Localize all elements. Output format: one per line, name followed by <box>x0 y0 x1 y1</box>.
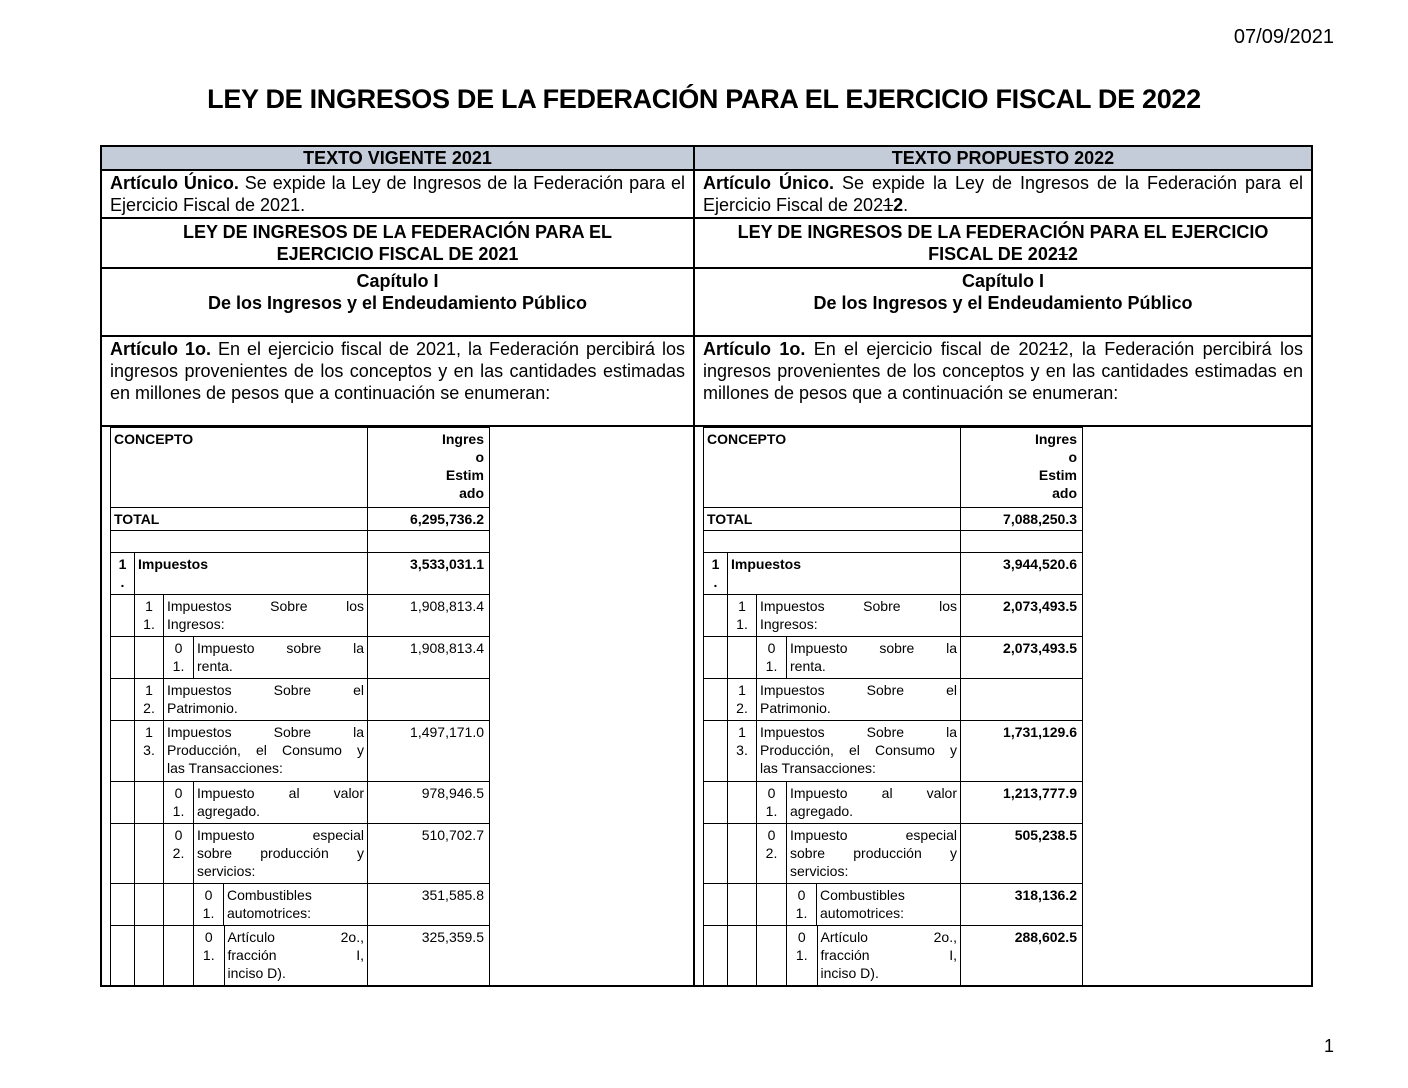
concepto-header: CONCEPTO <box>704 428 961 508</box>
ingreso-estimado-header: Ingres o Estim ado <box>368 428 490 508</box>
sobre-ingresos-label: Impuestos Sobre los Ingresos: <box>164 595 368 637</box>
art2-value: 288,602.5 <box>961 926 1083 987</box>
document-title: LEY DE INGRESOS DE LA FEDERACIÓN PARA EL EJERCICIO FISCAL DE 2022 <box>207 84 1201 114</box>
page-number: 1 <box>1323 1036 1334 1056</box>
sobre-ingresos-value: 2,073,493.5 <box>961 595 1083 637</box>
impuestos-label: Impuestos <box>135 553 368 595</box>
ieps-label: Impuesto especial sobre producción y servicios: <box>787 824 961 884</box>
patrimonio-label: Impuestos Sobre el Patrimonio. <box>757 679 961 721</box>
isr-value: 2,073,493.5 <box>961 637 1083 679</box>
capitulo-title: De los Ingresos y el Endeudamiento Público <box>207 293 588 313</box>
impuestos-value: 3,944,520.6 <box>961 553 1083 595</box>
articulo-1-text: En el ejercicio fiscal de 2021, la Federación percibirá los ingresos provenientes de los conceptos y en las cantidades estimadas en millones de pesos que a continuación se enumeran: <box>110 339 685 403</box>
ingreso-estimado-header: Ingres o Estim ado <box>961 428 1083 508</box>
row-number: 0 2. <box>164 824 194 884</box>
ieps-value: 505,238.5 <box>961 824 1083 884</box>
row-number: 0 1. <box>194 884 224 926</box>
isr-label: Impuesto sobre la renta. <box>787 637 961 679</box>
patrimonio-value <box>961 679 1083 721</box>
header-texto-propuesto: TEXTO PROPUESTO 2022 <box>694 146 1312 170</box>
articulo-unico-text: Se expide la Ley de Ingresos de la Federación para el Ejercicio Fiscal de 202 <box>703 173 1303 215</box>
art2-label: Artículo 2o., fracción I, inciso D). <box>227 929 364 981</box>
deleted-text: 1 <box>1057 244 1068 264</box>
blank-row <box>704 531 961 553</box>
articulo-unico-propuesto <box>694 170 1312 218</box>
impuestos-value: 3,533,031.1 <box>368 553 490 595</box>
row-number: 1 2. <box>728 679 757 721</box>
ingresos-table-2021 <box>110 427 490 987</box>
art2-value: 325,359.5 <box>368 926 490 987</box>
patrimonio-value <box>368 679 490 721</box>
row-number: 0 2. <box>757 824 787 884</box>
produccion-value: 1,731,129.6 <box>961 721 1083 782</box>
row-number: 0 1. <box>194 926 224 986</box>
art2-label: Artículo 2o., fracción I, inciso D). <box>820 929 957 981</box>
period: . <box>903 195 909 215</box>
combustibles-value: 351,585.8 <box>368 884 490 926</box>
row-number: 1 3. <box>728 721 757 782</box>
sobre-ingresos-value: 1,908,813.4 <box>368 595 490 637</box>
deleted-text: 1 <box>1048 339 1059 359</box>
added-text: 2 <box>1058 339 1069 359</box>
document-date: 07/09/2021 <box>1233 26 1334 48</box>
capitulo-propuesto <box>694 268 1312 336</box>
ley-title-text: LEY DE INGRESOS DE LA FEDERACIÓN PARA EL EJERCICIO FISCAL DE 202 <box>737 222 1269 264</box>
comparison-table <box>100 145 1313 987</box>
capitulo-number: Capítulo I <box>962 271 1044 291</box>
capitulo-vigente <box>101 268 694 336</box>
articulo-1-label: Artículo 1o. <box>703 339 806 359</box>
total-label: TOTAL <box>704 508 961 531</box>
row-number: 0 1. <box>787 884 817 926</box>
combustibles-label: Combustibles automotrices: <box>224 884 368 926</box>
articulo-unico-label: Artículo Único. <box>110 173 239 193</box>
row-number: 1 1. <box>135 595 164 637</box>
impuestos-label: Impuestos <box>728 553 961 595</box>
deleted-text: 1 <box>883 195 894 215</box>
row-number: 0 1. <box>757 782 787 824</box>
blank-row <box>111 531 368 553</box>
added-text: 2 <box>1067 244 1078 264</box>
capitulo-title: De los Ingresos y el Endeudamiento Público <box>813 293 1193 313</box>
combustibles-label: Combustibles automotrices: <box>817 884 961 926</box>
row-number: 1 2. <box>135 679 164 721</box>
header-texto-vigente: TEXTO VIGENTE 2021 <box>101 146 694 170</box>
iva-label: Impuesto al valor agregado. <box>194 782 368 824</box>
articulo-1-propuesto <box>694 336 1312 426</box>
produccion-label: Impuestos Sobre la Producción, el Consumo y las Transacciones: <box>757 721 961 782</box>
row-number: 1 . <box>111 553 135 595</box>
produccion-value: 1,497,171.0 <box>368 721 490 782</box>
sobre-ingresos-label: Impuestos Sobre los Ingresos: <box>757 595 961 637</box>
total-value: 6,295,736.2 <box>368 508 490 531</box>
total-label: TOTAL <box>111 508 368 531</box>
row-number: 0 1. <box>757 637 787 679</box>
ingresos-table-cell-propuesto <box>694 426 1312 986</box>
articulo-unico-label: Artículo Único. <box>703 173 834 193</box>
ley-title-text: LEY DE INGRESOS DE LA FEDERACIÓN PARA EL EJERCICIO FISCAL DE 2021 <box>182 222 613 264</box>
isr-value: 1,908,813.4 <box>368 637 490 679</box>
ley-title-propuesto <box>694 218 1312 268</box>
articulo-1-label: Artículo 1o. <box>110 339 211 359</box>
produccion-label: Impuestos Sobre la Producción, el Consumo y las Transacciones: <box>164 721 368 782</box>
capitulo-number: Capítulo I <box>356 271 439 291</box>
iva-value: 1,213,777.9 <box>961 782 1083 824</box>
isr-label: Impuesto sobre la renta. <box>194 637 368 679</box>
articulo-unico-vigente <box>101 170 694 218</box>
iva-value: 978,946.5 <box>368 782 490 824</box>
combustibles-value: 318,136.2 <box>961 884 1083 926</box>
patrimonio-label: Impuestos Sobre el Patrimonio. <box>164 679 368 721</box>
ieps-label: Impuesto especial sobre producción y servicios: <box>194 824 368 884</box>
row-number: 1 . <box>704 553 728 595</box>
ley-title-vigente <box>101 218 694 268</box>
articulo-1-text: En el ejercicio fiscal de 202 <box>805 339 1049 359</box>
row-number: 1 1. <box>728 595 757 637</box>
articulo-1-vigente <box>101 336 694 426</box>
row-number: 0 1. <box>164 637 194 679</box>
total-value: 7,088,250.3 <box>961 508 1083 531</box>
articulo-unico-text: Se expide la Ley de Ingresos de la Federación para el Ejercicio Fiscal de 2021. <box>110 173 685 215</box>
row-number: 0 1. <box>787 926 817 986</box>
concepto-header: CONCEPTO <box>111 428 368 508</box>
ieps-value: 510,702.7 <box>368 824 490 884</box>
row-number: 1 3. <box>135 721 164 782</box>
ingresos-table-cell-vigente <box>101 426 694 986</box>
row-number: 0 1. <box>164 782 194 824</box>
added-text: 2 <box>893 195 904 215</box>
iva-label: Impuesto al valor agregado. <box>787 782 961 824</box>
articulo-1-text: , la Federación percibirá los ingresos provenientes de los conceptos y en las cantidades estimadas en millones de pesos que a continuación se enumeran: <box>703 339 1304 403</box>
ingresos-table-2022 <box>703 427 1083 987</box>
